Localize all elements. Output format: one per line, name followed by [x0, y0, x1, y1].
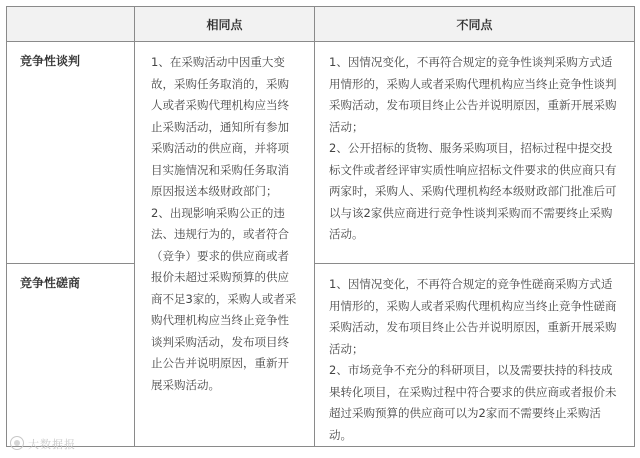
diff-point-2: 2、公开招标的货物、服务采购项目，招标过程中提交投标文件或者经评审实质性响应招标文件要求的供应商只有两家时，采购人、采购代理机构经本级财政部门批准后可以与该2家供应商进行竞争性谈判采购而不需要终止采购活动。 [329, 141, 617, 241]
watermark-logo-icon [10, 436, 24, 450]
header-same: 相同点 [135, 7, 315, 42]
watermark-text: 大数据报 [28, 438, 76, 451]
row-label-consultation: 竞争性磋商 [7, 264, 135, 447]
header-diff: 不同点 [315, 7, 635, 42]
diff-point-1: 1、因情况变化，不再符合规定的竞争性谈判采购方式适用情形的，采购人或者采购代理机构应当终止竞争性谈判采购活动，发布项目终止公告并说明原因，重新开展采购活动； [329, 55, 617, 134]
same-point-1: 1、在采购活动中因重大变故，采购任务取消的，采购人或者采购代理机构应当终止采购活动，通知所有参加采购活动的供应商，并将项目实施情况和采购任务取消原因报送本级财政部门； [151, 55, 289, 198]
table-row [7, 42, 635, 264]
diff-point-2: 2、市场竞争不充分的科研项目，以及需要扶持的科技成果转化项目，在采购过程中符合要求的供应商或者报价未超过采购预算的供应商可以为2家而不需要终止采购活动。 [329, 363, 617, 442]
row-label-negotiation: 竞争性谈判 [7, 42, 135, 264]
header-row [7, 7, 635, 42]
diff-points-consultation [315, 264, 635, 447]
table-row [7, 264, 635, 447]
diff-points-negotiation [315, 42, 635, 264]
header-blank-cell [7, 7, 135, 42]
same-point-2: 2、出现影响采购公正的违法、违规行为的，或者符合（竞争）要求的供应商或者报价未超过采购预算的供应商不足3家的，采购人或者采购代理机构应当终止竞争性谈判采购活动，发布项目终止公告并说明原因，重新开展采购活动。 [151, 205, 297, 392]
same-points-cell [135, 42, 315, 447]
diff-point-1: 1、因情况变化，不再符合规定的竞争性磋商采购方式适用情形的，采购人或者采购代理机构应当终止竞争性磋商采购活动，发布项目终止公告并说明原因，重新开展采购活动； [329, 277, 617, 356]
comparison-table [6, 6, 635, 447]
